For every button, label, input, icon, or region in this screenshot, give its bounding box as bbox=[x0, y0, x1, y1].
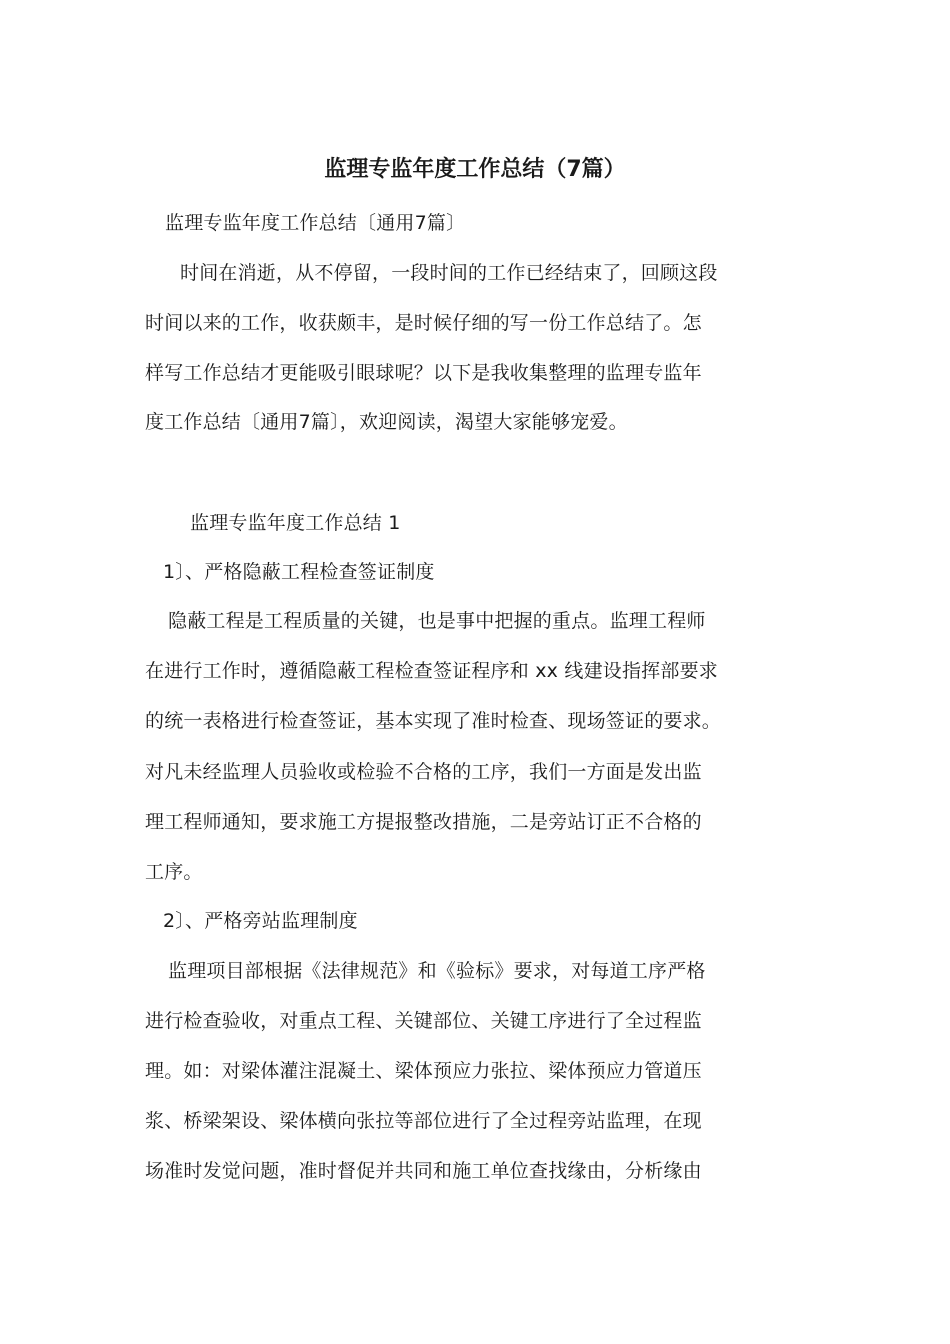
paragraph-line: 理工程师通知，要求施工方提报整改措施，二是旁站订正不合格的 bbox=[145, 811, 702, 833]
intro-line: 样写工作总结才更能吸引眼球呢？以下是我收集整理的监理专监年 bbox=[145, 362, 702, 384]
document-title: 监理专监年度工作总结（7篇） bbox=[324, 157, 626, 182]
paragraph-line: 监理项目部根据《法律规范》和《验标》要求，对每道工序严格 bbox=[168, 960, 706, 982]
intro-line: 度工作总结〔通用7篇〕，欢迎阅读，渴望大家能够宠爱。 bbox=[145, 411, 628, 433]
paragraph-line: 在进行工作时，遵循隐蔽工程检查签证程序和 xx 线建设指挥部要求 bbox=[145, 660, 718, 682]
paragraph-line: 浆、桥梁架设、梁体横向张拉等部位进行了全过程旁站监理，在现 bbox=[145, 1110, 702, 1132]
item-heading: 2〕、严格旁站监理制度 bbox=[163, 910, 358, 932]
section-heading: 监理专监年度工作总结 1 bbox=[190, 512, 401, 534]
item-heading: 1〕、严格隐蔽工程检查签证制度 bbox=[163, 561, 435, 583]
intro-line: 时间以来的工作，收获颇丰，是时候仔细的写一份工作总结了。怎 bbox=[145, 312, 702, 334]
paragraph-line: 场准时发觉问题，准时督促并共同和施工单位查找缘由，分析缘由 bbox=[145, 1160, 702, 1182]
intro-line: 时间在消逝，从不停留，一段时间的工作已经结束了，回顾这段 bbox=[180, 262, 718, 284]
paragraph-line: 进行检查验收，对重点工程、关键部位、关键工序进行了全过程监 bbox=[145, 1010, 702, 1032]
paragraph-line: 的统一表格进行检查签证，基本实现了准时检查、现场签证的要求。 bbox=[145, 710, 722, 732]
paragraph-line: 工序。 bbox=[145, 861, 203, 883]
paragraph-line: 隐蔽工程是工程质量的关键，也是事中把握的重点。监理工程师 bbox=[168, 610, 706, 632]
paragraph-line: 理。如：对梁体灌注混凝土、梁体预应力张拉、梁体预应力管道压 bbox=[145, 1060, 702, 1082]
document-subtitle: 监理专监年度工作总结〔通用7篇〕 bbox=[165, 212, 466, 234]
paragraph-line: 对凡未经监理人员验收或检验不合格的工序，我们一方面是发出监 bbox=[145, 761, 702, 783]
